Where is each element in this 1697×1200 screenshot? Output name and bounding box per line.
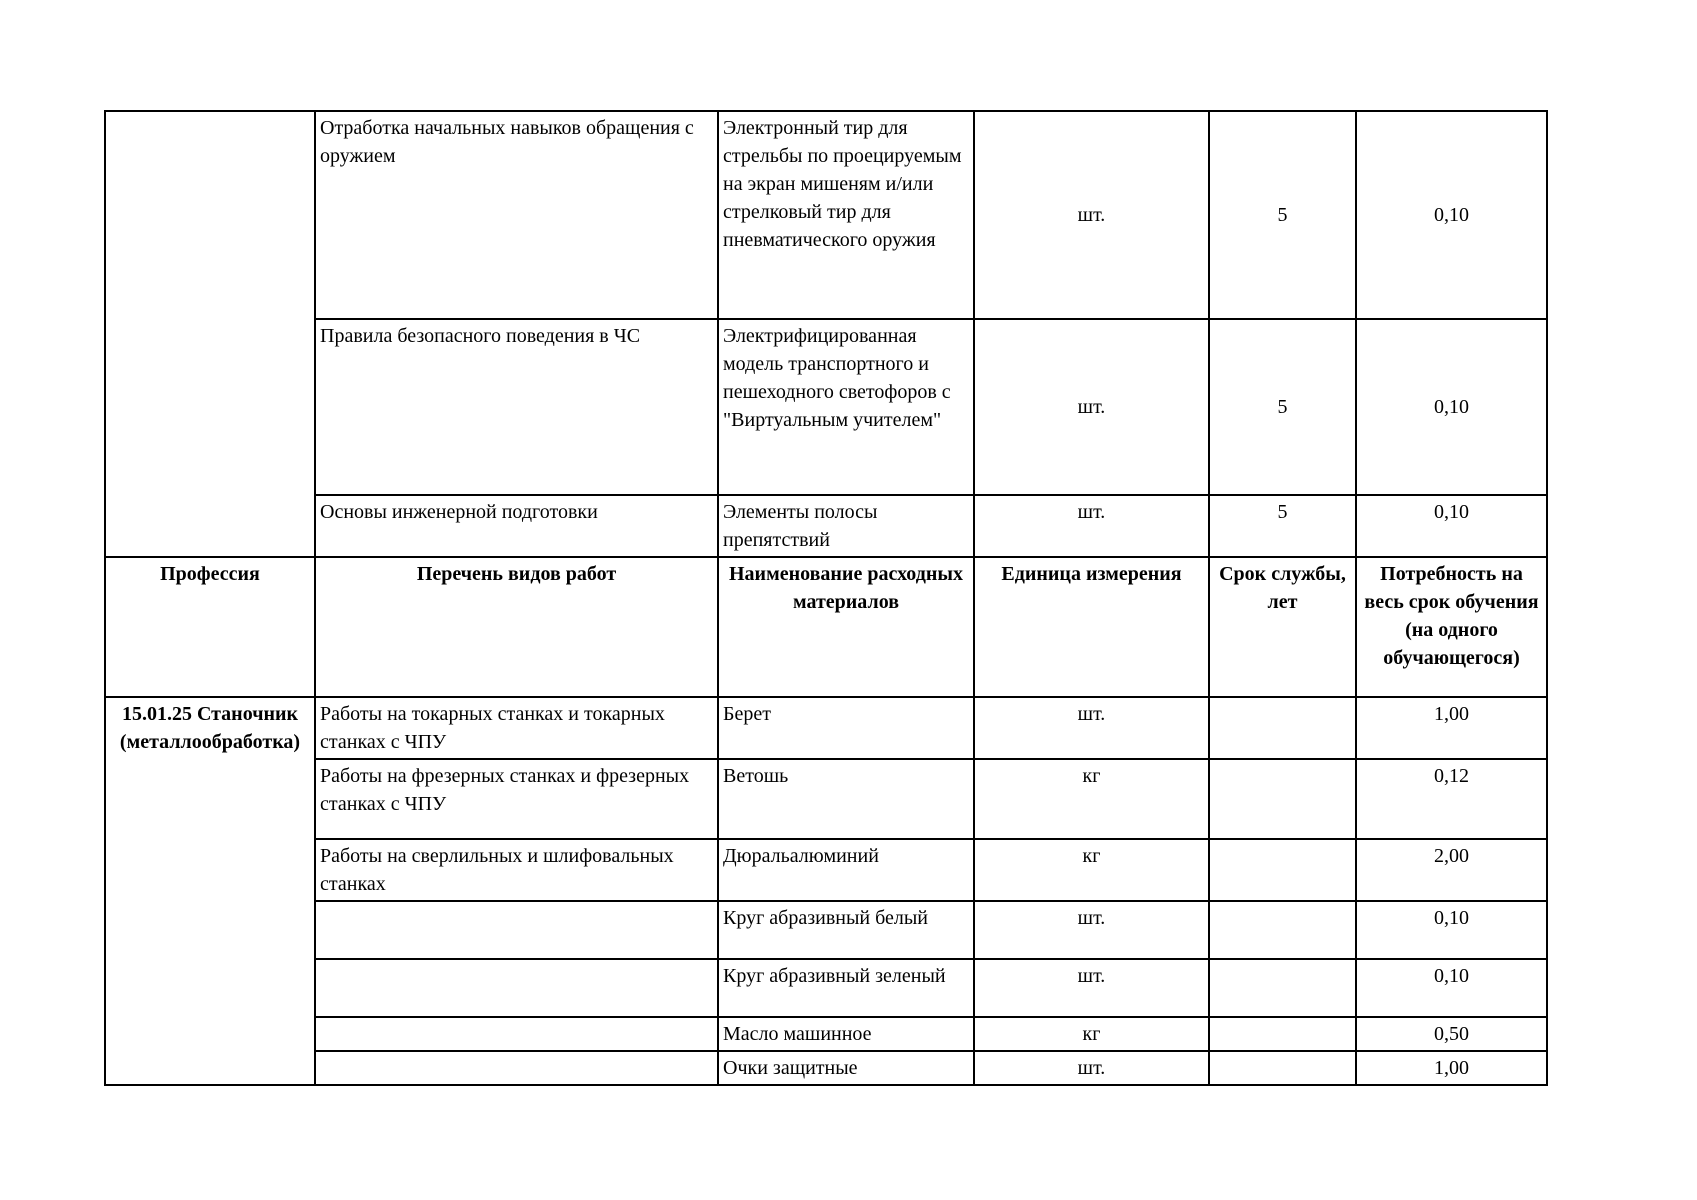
- profession-cell-continued: [105, 111, 315, 557]
- materials-table: [104, 110, 1548, 1086]
- work-cell: [315, 901, 718, 959]
- table-row: [105, 111, 1547, 319]
- term-cell: [1209, 1017, 1356, 1051]
- need-cell: 0,12: [1356, 759, 1547, 839]
- unit-cell: шт.: [974, 959, 1209, 1017]
- need-cell: 0,50: [1356, 1017, 1547, 1051]
- table-header-row: [105, 557, 1547, 697]
- work-cell: Правила безопасного поведения в ЧС: [315, 319, 718, 495]
- work-cell: Работы на фрезерных станках и фрезерных станках с ЧПУ: [315, 759, 718, 839]
- table-row: [105, 759, 1547, 839]
- term-cell: [1209, 959, 1356, 1017]
- table-row: [105, 839, 1547, 901]
- material-cell: Ветошь: [718, 759, 974, 839]
- need-cell: 1,00: [1356, 697, 1547, 759]
- unit-cell: шт.: [974, 111, 1209, 319]
- unit-cell: кг: [974, 839, 1209, 901]
- term-cell: [1209, 759, 1356, 839]
- table-row: [105, 901, 1547, 959]
- need-cell: 0,10: [1356, 901, 1547, 959]
- table-row: [105, 959, 1547, 1017]
- work-cell: [315, 1017, 718, 1051]
- need-cell: 0,10: [1356, 959, 1547, 1017]
- term-cell: [1209, 1051, 1356, 1085]
- profession-cell: 15.01.25 Станочник (металлообработка): [105, 697, 315, 1085]
- work-cell: [315, 959, 718, 1017]
- unit-cell: шт.: [974, 901, 1209, 959]
- need-cell: 0,10: [1356, 319, 1547, 495]
- header-works: Перечень видов работ: [315, 557, 718, 697]
- term-cell: [1209, 901, 1356, 959]
- unit-cell: шт.: [974, 495, 1209, 557]
- header-material: Наименование расходных материалов: [718, 557, 974, 697]
- need-cell: 2,00: [1356, 839, 1547, 901]
- unit-cell: кг: [974, 759, 1209, 839]
- unit-cell: шт.: [974, 697, 1209, 759]
- table-row: [105, 495, 1547, 557]
- work-cell: Основы инженерной подготовки: [315, 495, 718, 557]
- header-unit: Единица измерения: [974, 557, 1209, 697]
- work-cell: Работы на токарных станках и токарных станках с ЧПУ: [315, 697, 718, 759]
- term-cell: [1209, 839, 1356, 901]
- term-cell: 5: [1209, 111, 1356, 319]
- need-cell: 1,00: [1356, 1051, 1547, 1085]
- term-cell: [1209, 697, 1356, 759]
- material-cell: Берет: [718, 697, 974, 759]
- table-row: [105, 1051, 1547, 1085]
- unit-cell: кг: [974, 1017, 1209, 1051]
- work-cell: Отработка начальных навыков обращения с оружием: [315, 111, 718, 319]
- unit-cell: шт.: [974, 1051, 1209, 1085]
- unit-cell: шт.: [974, 319, 1209, 495]
- term-cell: 5: [1209, 319, 1356, 495]
- work-cell: Работы на сверлильных и шлифовальных станках: [315, 839, 718, 901]
- table-row: [105, 1017, 1547, 1051]
- need-cell: 0,10: [1356, 495, 1547, 557]
- material-cell: Элементы полосы препятствий: [718, 495, 974, 557]
- material-cell: Масло машинное: [718, 1017, 974, 1051]
- header-term: Срок службы, лет: [1209, 557, 1356, 697]
- term-cell: 5: [1209, 495, 1356, 557]
- work-cell: [315, 1051, 718, 1085]
- need-cell: 0,10: [1356, 111, 1547, 319]
- material-cell: Электрифицированная модель транспортного и пешеходного светофоров с "Виртуальным учителем": [718, 319, 974, 495]
- table-row: [105, 697, 1547, 759]
- material-cell: Круг абразивный зеленый: [718, 959, 974, 1017]
- header-need: Потребность на весь срок обучения (на одного обучающегося): [1356, 557, 1547, 697]
- material-cell: Очки защитные: [718, 1051, 974, 1085]
- material-cell: Дюральалюминий: [718, 839, 974, 901]
- table-row: [105, 319, 1547, 495]
- header-profession: Профессия: [105, 557, 315, 697]
- material-cell: Электронный тир для стрельбы по проецируемым на экран мишеням и/или стрелковый тир для пневматического оружия: [718, 111, 974, 319]
- material-cell: Круг абразивный белый: [718, 901, 974, 959]
